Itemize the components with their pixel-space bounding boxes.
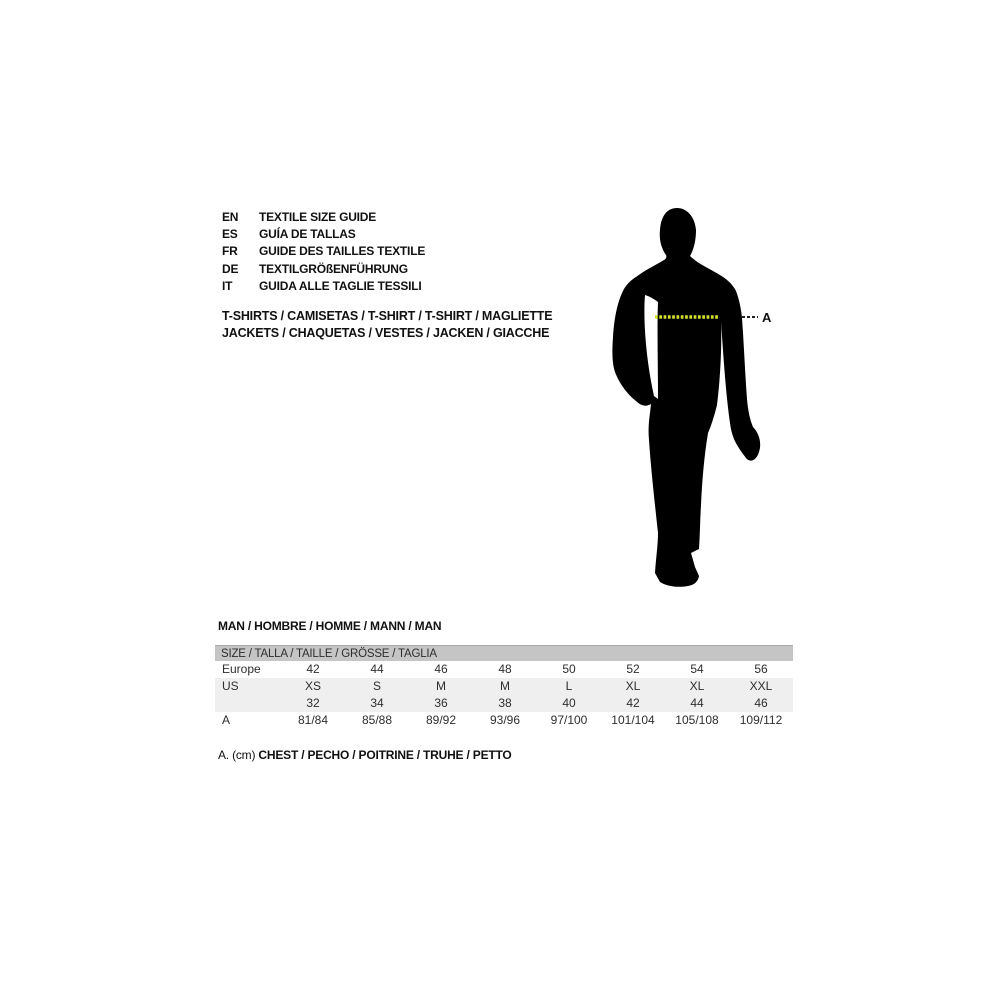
row-label: Europe: [222, 662, 261, 676]
size-table-header: SIZE / TALLA / TAILLE / GRÖSSE / TAGLIA: [215, 645, 793, 661]
man-silhouette: [612, 208, 760, 587]
table-cell: 54: [690, 662, 704, 676]
table-cell: M: [500, 679, 510, 693]
table-cell: 32: [306, 696, 320, 710]
language-title: TEXTILE SIZE GUIDE: [259, 210, 377, 224]
category-titles: [222, 308, 552, 343]
table-cell: 93/96: [489, 713, 521, 727]
table-cell: 44: [690, 696, 704, 710]
footnote-text: CHEST / PECHO / POITRINE / TRUHE / PETTO: [258, 748, 512, 762]
table-cell: 38: [498, 696, 512, 710]
table-cell: L: [565, 679, 573, 693]
table-cell: 42: [626, 696, 640, 710]
table-cell: 105/108: [675, 713, 719, 727]
table-cell: 85/88: [361, 713, 393, 727]
language-list: [222, 209, 425, 295]
table-cell: XL: [625, 679, 641, 693]
man-silhouette-figure: [600, 205, 775, 595]
language-code: FR: [222, 244, 238, 259]
table-cell: 101/104: [611, 713, 655, 727]
table-cell: XS: [304, 679, 321, 693]
table-cell: 46: [434, 662, 448, 676]
measurement-footnote: [218, 748, 512, 762]
table-row-europe: [215, 661, 793, 678]
language-title: GUIDA ALLE TAGLIE TESSILI: [259, 278, 422, 293]
language-title: GUÍA DE TALLAS: [259, 227, 356, 242]
table-cell: M: [436, 679, 446, 693]
table-cell: 97/100: [550, 713, 588, 727]
footnote-prefix: A. (cm): [218, 748, 256, 762]
row-label: [215, 695, 281, 712]
table-cell: XXL: [749, 679, 773, 693]
measure-label-a: A: [762, 310, 772, 325]
table-cell: 56: [754, 662, 768, 676]
table-cell: 46: [754, 696, 768, 710]
table-cell: 36: [434, 696, 448, 710]
section-title-man: MAN / HOMBRE / HOMME / MANN / MAN: [218, 619, 442, 633]
table-row-us: [215, 678, 793, 695]
language-title: GUIDE DES TAILLES TEXTILE: [259, 244, 426, 259]
row-label: A: [222, 713, 231, 727]
category-line-tshirts: T-SHIRTS / CAMISETAS / T-SHIRT / T-SHIRT / MAGLIETTE: [222, 309, 553, 323]
table-cell: 48: [498, 662, 512, 676]
table-row-chest-a: [215, 712, 793, 729]
language-code: EN: [222, 210, 239, 224]
table-cell: 34: [370, 696, 384, 710]
language-code: ES: [222, 227, 238, 242]
table-cell: 52: [626, 662, 640, 676]
language-title: TEXTILGRÖßENFÜHRUNG: [259, 261, 408, 276]
table-cell: S: [372, 679, 381, 693]
table-cell: 89/92: [425, 713, 457, 727]
table-cell: 50: [562, 662, 576, 676]
table-cell: 40: [562, 696, 576, 710]
row-label: US: [222, 679, 239, 693]
language-row: [222, 226, 425, 243]
table-row-numeric: [215, 695, 793, 712]
table-cell: 44: [370, 662, 384, 676]
language-row: [222, 209, 425, 226]
language-code: DE: [222, 261, 239, 276]
size-table: [215, 645, 793, 729]
language-code: IT: [222, 278, 233, 293]
table-cell: 109/112: [739, 713, 783, 727]
language-row: [222, 261, 425, 278]
table-cell: 81/84: [297, 713, 329, 727]
language-row: [222, 278, 425, 295]
category-line-jackets: JACKETS / CHAQUETAS / VESTES / JACKEN / GIACCHE: [222, 326, 550, 341]
language-row: [222, 243, 425, 260]
table-cell: 42: [306, 662, 320, 676]
table-cell: XL: [689, 679, 705, 693]
man-silhouette-svg: [600, 205, 775, 595]
